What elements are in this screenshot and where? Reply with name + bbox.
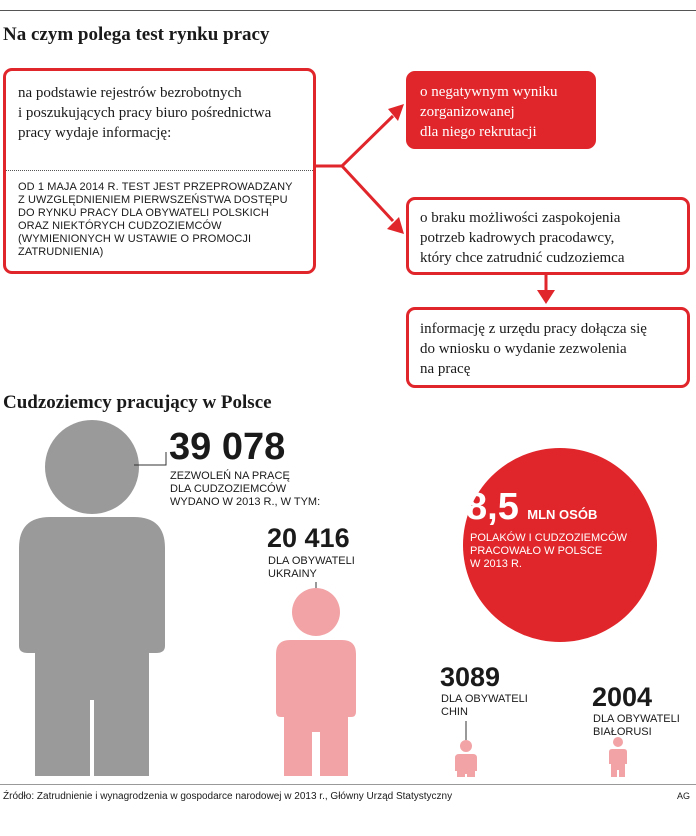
workers-number: 8,5 (466, 486, 519, 528)
belarus-number: 2004 (592, 682, 653, 712)
workers-line-1: POLAKÓW I CUDZOZIEMCÓW (470, 532, 628, 544)
china-number: 3089 (440, 662, 501, 692)
lack-line-1: o braku możliwości zaspokojenia (420, 210, 621, 226)
total-permits-number: 39 078 (169, 426, 286, 468)
workers-line-2: PRACOWAŁO W POLSCE (470, 545, 603, 557)
figure-total-grey (19, 420, 165, 776)
negative-line-3: dla niego rekrutacji (420, 124, 537, 140)
registry-line-3: pracy wydaje informację: (18, 125, 172, 141)
china-line-2: CHIN (441, 706, 468, 718)
attach-line-2: do wniosku o wydanie zezwolenia (420, 341, 627, 357)
source-note: Źródło: Zatrudnienie i wynagrodzenia w gospodarce narodowej w 2013 r., Główny Urząd Statystyczny (3, 791, 453, 802)
attach-line-1: informację z urzędu pracy dołącza się (420, 321, 647, 337)
negative-line-1: o negatywnym wyniku (420, 84, 558, 100)
total-permits-label (170, 470, 320, 509)
note-line-1: OD 1 MAJA 2014 R. TEST JEST PRZEPROWADZANY (18, 181, 293, 193)
workers-headline (466, 487, 597, 527)
china-label (441, 693, 528, 719)
workers-label (470, 532, 627, 571)
note-line-6: ZATRUDNIENIA) (18, 246, 104, 258)
total-line-3: WYDANO W 2013 R., W TYM: (170, 496, 321, 508)
section-title-foreigners: Cudzoziemcy pracujący w Polsce (3, 392, 272, 413)
belarus-line-2: BIAŁORUSI (593, 726, 652, 738)
section-title-labor-test: Na czym polega test rynku pracy (3, 24, 270, 45)
negative-line-2: zorganizowanej (420, 104, 515, 120)
total-line-2: DLA CUDZOZIEMCÓW (170, 483, 287, 495)
total-line-1: ZEZWOLEŃ NA PRACĘ (170, 470, 290, 482)
china-line-1: DLA OBYWATELI (441, 693, 528, 705)
workers-line-3: W 2013 R. (470, 558, 522, 570)
author-credit: AG (676, 791, 690, 801)
figure-ukraine-pink (276, 588, 356, 776)
belarus-line-1: DLA OBYWATELI (593, 713, 680, 725)
ukraine-line-2: UKRAINY (268, 568, 317, 580)
figure-china-pink (455, 740, 477, 777)
belarus-label (593, 713, 680, 739)
lack-line-3: który chce zatrudnić cudzoziemca (420, 250, 625, 266)
workers-unit: MLN OSÓB (527, 507, 598, 522)
ukraine-label (268, 555, 355, 581)
lack-line-2: potrzeb kadrowych pracodawcy, (420, 230, 615, 246)
note-line-4: ORAZ NIEKTÓRYCH CUDZOZIEMCÓW (18, 220, 222, 232)
registry-line-2: i poszukujących pracy biuro pośrednictwa (18, 105, 272, 121)
registry-line-1: na podstawie rejestrów bezrobotnych (18, 85, 242, 101)
footer-rule (0, 784, 696, 785)
ukraine-number: 20 416 (267, 523, 350, 553)
note-line-5: (WYMIENIONYCH W USTAWIE O PROMOCJI (18, 233, 252, 245)
figure-belarus-pink (609, 737, 627, 777)
note-line-2: Z UWZGLĘDNIENIEM PIERWSZEŃSTWA DOSTĘPU (18, 194, 288, 206)
attach-line-3: na pracę (420, 361, 471, 377)
note-line-3: DO RYNKU PRACY DLA OBYWATELI POLSKICH (18, 207, 269, 219)
ukraine-line-1: DLA OBYWATELI (268, 555, 355, 567)
